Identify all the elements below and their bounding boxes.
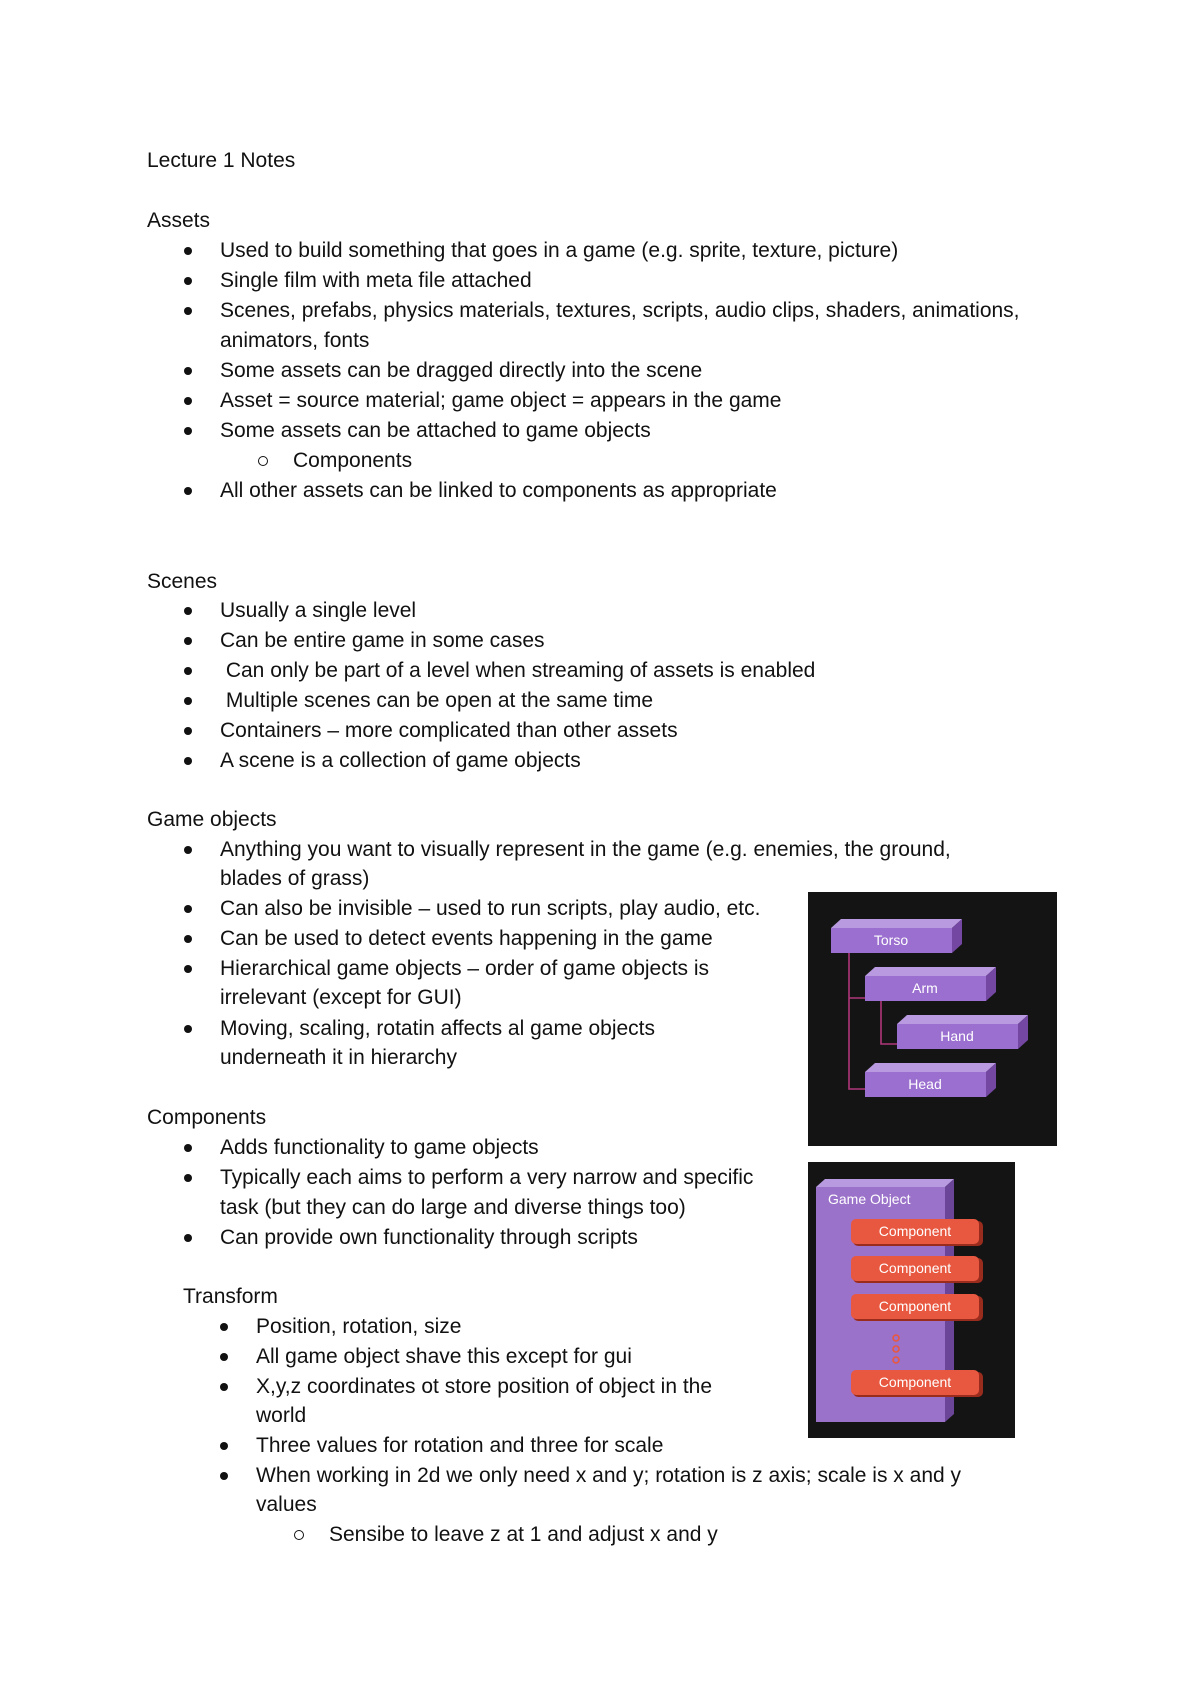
- list-item: Some assets can be dragged directly into the scene: [220, 359, 703, 382]
- list-item: Some assets can be attached to game objects: [220, 419, 651, 442]
- node-arm-label: Arm: [912, 980, 938, 996]
- bullet-icon: [220, 1383, 228, 1391]
- list-item: Position, rotation, size: [256, 1315, 462, 1338]
- bullet-icon: [184, 1174, 192, 1182]
- list-item: Can also be invisible – used to run scripts, play audio, etc.: [220, 897, 761, 920]
- bullet-icon: [184, 1025, 192, 1033]
- component-2: [851, 1256, 983, 1283]
- bullet-icon: [184, 307, 192, 315]
- component-4-label: Component: [878, 1374, 952, 1390]
- bullet-icon: [184, 247, 192, 255]
- node-hand: [897, 1015, 1028, 1049]
- node-torso-label: Torso: [873, 932, 909, 948]
- list-item: Can be entire game in some cases: [220, 629, 545, 652]
- list-item: Typically each aims to perform a very narrow and specific: [220, 1166, 754, 1189]
- container-top: [816, 1179, 954, 1187]
- list-item: When working in 2d we only need x and y; rotation is z axis; scale is x and y: [256, 1464, 962, 1487]
- list-item: X,y,z coordinates ot store position of object in the: [256, 1375, 713, 1398]
- node-head-top: [865, 1063, 996, 1072]
- list-item: All other assets can be linked to components as appropriate: [220, 479, 777, 502]
- node-arm-top: [865, 967, 996, 976]
- list-item-continuation: blades of grass): [220, 867, 370, 890]
- section-heading-components: Components: [147, 1106, 267, 1129]
- bullet-icon: [184, 905, 192, 913]
- sub-list-item: Sensibe to leave z at 1 and adjust x and y: [329, 1523, 718, 1546]
- connector-arm-hand: [881, 998, 898, 1044]
- bullet-icon: [184, 697, 192, 705]
- list-item: Adds functionality to game objects: [220, 1136, 539, 1159]
- page-title: Lecture 1 Notes: [147, 149, 296, 172]
- list-item: Containers – more complicated than other assets: [220, 719, 678, 742]
- list-item: A scene is a collection of game objects: [220, 749, 581, 772]
- container-label: Game Object: [828, 1191, 911, 1207]
- component-4: [851, 1370, 983, 1397]
- bullet-icon: [184, 846, 192, 854]
- bullet-icon: [184, 757, 192, 765]
- bullet-icon: [184, 397, 192, 405]
- bullet-icon: [184, 667, 192, 675]
- list-item-continuation: task (but they can do large and diverse things too): [220, 1196, 686, 1219]
- connector-torso-children: [849, 952, 866, 1089]
- bullet-icon: [220, 1323, 228, 1331]
- list-item: Anything you want to visually represent in the game (e.g. enemies, the ground,: [220, 838, 951, 861]
- bullet-icon: [220, 1353, 228, 1361]
- list-item-continuation: animators, fonts: [220, 329, 370, 352]
- sub-bullet-icon: [294, 1530, 304, 1540]
- bullet-icon: [184, 607, 192, 615]
- node-torso-top: [831, 919, 962, 928]
- bullet-icon: [184, 367, 192, 375]
- component-3-label: Component: [878, 1298, 952, 1314]
- bullet-icon: [184, 1144, 192, 1152]
- list-item: Multiple scenes can be open at the same time: [220, 689, 654, 712]
- list-item: Scenes, prefabs, physics materials, textures, scripts, audio clips, shaders, animations,: [220, 299, 1020, 322]
- list-item: Asset = source material; game object = appears in the game: [220, 389, 782, 412]
- bullet-icon: [184, 427, 192, 435]
- hierarchy-diagram: [808, 892, 1057, 1146]
- list-item: Can be used to detect events happening in the game: [220, 927, 713, 950]
- node-head-label: Head: [908, 1076, 942, 1092]
- component-3: [851, 1294, 983, 1321]
- list-item: Three values for rotation and three for scale: [256, 1434, 664, 1457]
- node-torso: [831, 919, 962, 953]
- list-item-continuation: irrelevant (except for GUI): [220, 986, 462, 1009]
- bullet-icon: [184, 965, 192, 973]
- list-item: Moving, scaling, rotatin affects al game objects: [220, 1017, 656, 1040]
- list-item: Used to build something that goes in a game (e.g. sprite, texture, picture): [220, 239, 899, 262]
- list-item: Can provide own functionality through scripts: [220, 1226, 638, 1249]
- bullet-icon: [184, 277, 192, 285]
- bullet-icon: [184, 487, 192, 495]
- bullet-icon: [220, 1442, 228, 1450]
- list-item: Single film with meta file attached: [220, 269, 532, 292]
- section-heading-scenes: Scenes: [147, 570, 218, 593]
- list-item: Usually a single level: [220, 599, 417, 622]
- bullet-icon: [184, 1234, 192, 1242]
- list-item: Can only be part of a level when streaming of assets is enabled: [220, 659, 816, 682]
- subsection-heading-transform: Transform: [183, 1285, 278, 1308]
- list-item: Hierarchical game objects – order of game objects is: [220, 957, 710, 980]
- sub-bullet-icon: [258, 456, 268, 466]
- section-heading-assets: Assets: [147, 209, 211, 232]
- bullet-icon: [184, 935, 192, 943]
- section-heading-game-objects: Game objects: [147, 808, 277, 831]
- game-object-components-diagram: [808, 1162, 1015, 1438]
- bullet-icon: [184, 727, 192, 735]
- component-2-label: Component: [878, 1260, 952, 1276]
- bullet-icon: [184, 637, 192, 645]
- node-hand-label: Hand: [940, 1028, 974, 1044]
- component-1: [851, 1219, 983, 1246]
- list-item-continuation: values: [256, 1493, 317, 1516]
- list-item: All game object shave this except for gui: [256, 1345, 632, 1368]
- list-item-continuation: underneath it in hierarchy: [220, 1046, 457, 1069]
- node-head: [865, 1063, 996, 1097]
- sub-list-item: Components: [293, 449, 413, 472]
- node-hand-top: [897, 1015, 1028, 1024]
- component-1-label: Component: [878, 1223, 952, 1239]
- node-arm: [865, 967, 996, 1001]
- list-item-continuation: world: [256, 1404, 307, 1427]
- bullet-icon: [220, 1472, 228, 1480]
